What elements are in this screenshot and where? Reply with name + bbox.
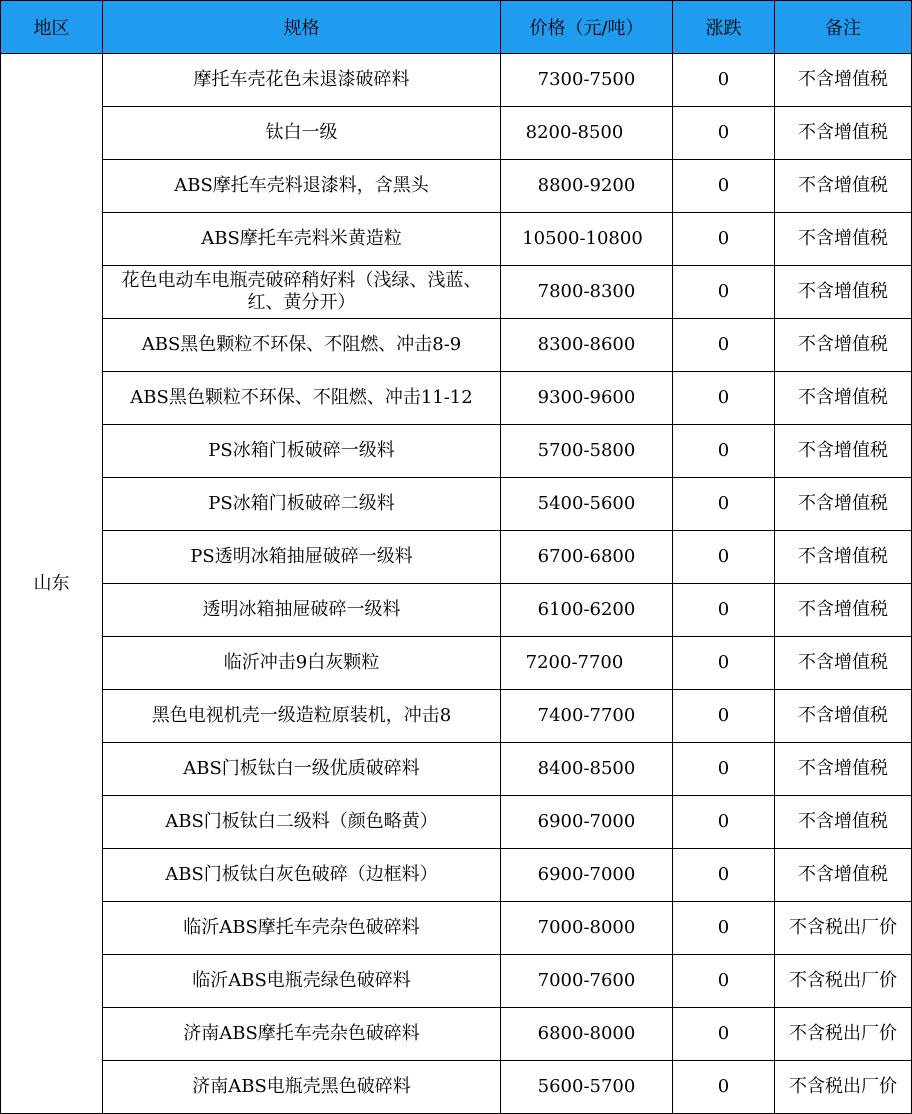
price-cell: 8800-9200 (501, 160, 673, 213)
spec-cell: 济南ABS电瓶壳黑色破碎料 (103, 1061, 501, 1114)
spec-cell: 临沂ABS电瓶壳绿色破碎料 (103, 955, 501, 1008)
change-cell: 0 (673, 160, 775, 213)
price-cell: 8200-8500 (501, 107, 673, 160)
change-cell: 0 (673, 531, 775, 584)
note-cell: 不含税出厂价 (775, 902, 912, 955)
table-body (1, 54, 912, 1114)
table-row (1, 478, 912, 531)
note-cell: 不含增值税 (775, 531, 912, 584)
change-cell: 0 (673, 372, 775, 425)
note-cell: 不含增值税 (775, 425, 912, 478)
table-row (1, 1008, 912, 1061)
spec-cell: 花色电动车电瓶壳破碎稍好料（浅绿、浅蓝、红、黄分开） (103, 266, 501, 319)
header-region: 地区 (1, 1, 103, 54)
spec-cell: 济南ABS摩托车壳杂色破碎料 (103, 1008, 501, 1061)
header-note: 备注 (775, 1, 912, 54)
change-cell: 0 (673, 902, 775, 955)
change-cell: 0 (673, 107, 775, 160)
spec-cell: ABS门板钛白一级优质破碎料 (103, 743, 501, 796)
table-row (1, 160, 912, 213)
spec-cell: PS冰箱门板破碎二级料 (103, 478, 501, 531)
note-cell: 不含增值税 (775, 319, 912, 372)
table-row (1, 213, 912, 266)
note-cell: 不含增值税 (775, 584, 912, 637)
change-cell: 0 (673, 54, 775, 107)
spec-cell: 透明冰箱抽屉破碎一级料 (103, 584, 501, 637)
change-cell: 0 (673, 1008, 775, 1061)
note-cell: 不含增值税 (775, 690, 912, 743)
price-cell: 5600-5700 (501, 1061, 673, 1114)
price-cell: 6900-7000 (501, 849, 673, 902)
table-row (1, 1061, 912, 1114)
table-header (1, 1, 912, 54)
change-cell: 0 (673, 266, 775, 319)
spec-cell: ABS黑色颗粒不环保、不阻燃、冲击11-12 (103, 372, 501, 425)
table-row (1, 637, 912, 690)
price-cell: 7300-7500 (501, 54, 673, 107)
change-cell: 0 (673, 1061, 775, 1114)
change-cell: 0 (673, 213, 775, 266)
table-row (1, 743, 912, 796)
price-cell: 7400-7700 (501, 690, 673, 743)
spec-cell: ABS门板钛白灰色破碎（边框料） (103, 849, 501, 902)
price-cell: 8300-8600 (501, 319, 673, 372)
note-cell: 不含增值税 (775, 372, 912, 425)
change-cell: 0 (673, 955, 775, 1008)
spec-cell: ABS门板钛白二级料（颜色略黄） (103, 796, 501, 849)
price-cell: 8400-8500 (501, 743, 673, 796)
table-row (1, 955, 912, 1008)
table-row (1, 372, 912, 425)
table-row (1, 902, 912, 955)
change-cell: 0 (673, 478, 775, 531)
price-cell: 6800-8000 (501, 1008, 673, 1061)
price-cell: 6700-6800 (501, 531, 673, 584)
note-cell: 不含增值税 (775, 266, 912, 319)
spec-cell: PS冰箱门板破碎一级料 (103, 425, 501, 478)
spec-cell: ABS摩托车壳料米黄造粒 (103, 213, 501, 266)
price-cell: 7800-8300 (501, 266, 673, 319)
spec-cell: ABS黑色颗粒不环保、不阻燃、冲击8-9 (103, 319, 501, 372)
note-cell: 不含增值税 (775, 54, 912, 107)
note-cell: 不含增值税 (775, 478, 912, 531)
spec-cell: 黑色电视机壳一级造粒原装机，冲击8 (103, 690, 501, 743)
note-cell: 不含增值税 (775, 213, 912, 266)
table-row (1, 531, 912, 584)
header-row (1, 1, 912, 54)
note-cell: 不含增值税 (775, 743, 912, 796)
price-cell: 10500-10800 (501, 213, 673, 266)
change-cell: 0 (673, 584, 775, 637)
note-cell: 不含增值税 (775, 160, 912, 213)
table-row (1, 425, 912, 478)
table-row (1, 849, 912, 902)
change-cell: 0 (673, 319, 775, 372)
table-row (1, 54, 912, 107)
spec-cell: PS透明冰箱抽屉破碎一级料 (103, 531, 501, 584)
table-row (1, 266, 912, 319)
spec-cell: 临沂ABS摩托车壳杂色破碎料 (103, 902, 501, 955)
change-cell: 0 (673, 849, 775, 902)
table-row (1, 690, 912, 743)
change-cell: 0 (673, 690, 775, 743)
price-cell: 7000-7600 (501, 955, 673, 1008)
note-cell: 不含增值税 (775, 796, 912, 849)
note-cell: 不含税出厂价 (775, 1061, 912, 1114)
header-spec: 规格 (103, 1, 501, 54)
price-cell: 6900-7000 (501, 796, 673, 849)
spec-cell: ABS摩托车壳料退漆料，含黑头 (103, 160, 501, 213)
price-cell: 5700-5800 (501, 425, 673, 478)
note-cell: 不含增值税 (775, 107, 912, 160)
change-cell: 0 (673, 637, 775, 690)
table-row (1, 796, 912, 849)
change-cell: 0 (673, 796, 775, 849)
spec-cell: 摩托车壳花色未退漆破碎料 (103, 54, 501, 107)
change-cell: 0 (673, 743, 775, 796)
price-cell: 7000-8000 (501, 902, 673, 955)
region-cell: 山东 (1, 54, 103, 1114)
note-cell: 不含税出厂价 (775, 955, 912, 1008)
price-cell: 5400-5600 (501, 478, 673, 531)
spec-cell: 临沂冲击9白灰颗粒 (103, 637, 501, 690)
table-row (1, 319, 912, 372)
header-price: 价格（元/吨） (501, 1, 673, 54)
header-change: 涨跌 (673, 1, 775, 54)
price-cell: 6100-6200 (501, 584, 673, 637)
note-cell: 不含增值税 (775, 849, 912, 902)
table-row (1, 584, 912, 637)
note-cell: 不含税出厂价 (775, 1008, 912, 1061)
change-cell: 0 (673, 425, 775, 478)
note-cell: 不含增值税 (775, 637, 912, 690)
price-cell: 7200-7700 (501, 637, 673, 690)
spec-cell: 钛白一级 (103, 107, 501, 160)
price-cell: 9300-9600 (501, 372, 673, 425)
table-row (1, 107, 912, 160)
